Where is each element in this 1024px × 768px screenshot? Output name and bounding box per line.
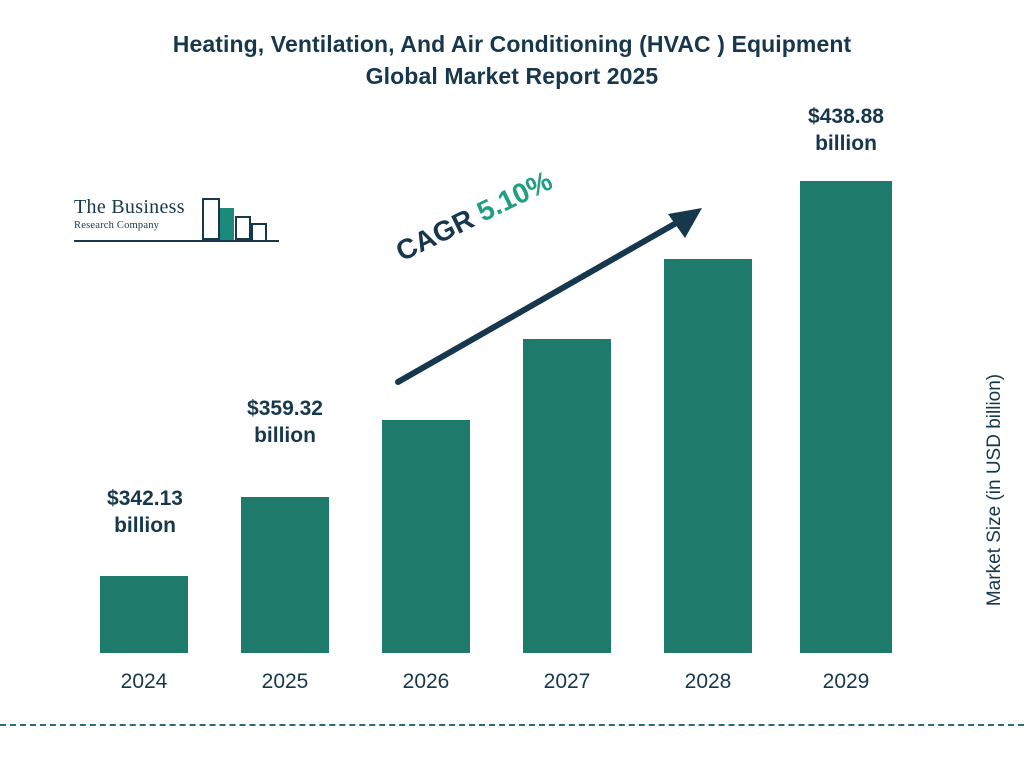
logo-subtitle: Research Company [74,220,160,231]
x-tick-2025: 2025 [261,670,309,693]
bar-value-unit-2024: billion [114,514,176,537]
x-tick-2029: 2029 [822,670,870,693]
title-line-2: Global Market Report 2025 [365,63,659,89]
x-tick-2028: 2028 [684,670,732,693]
bar-value-unit-2029: billion [815,132,877,155]
y-axis-title: Market Size (in USD billion) [984,373,1005,607]
bar-value-amount-2025: $359.32 [247,397,323,420]
x-tick-2027: 2027 [543,670,591,693]
bar-value-amount-2024: $342.13 [107,487,183,510]
cagr-label: CAGR [390,203,479,268]
bar-value-label-2024 [80,485,210,539]
title-line-1: Heating, Ventilation, And Air Conditioning (HVAC ) Equipment [172,31,852,57]
cagr-value: 5.10% [472,164,558,228]
bar-2024 [100,576,188,653]
logo-name: The Business [74,196,185,218]
bar-2029 [800,181,892,653]
bar-2025 [241,497,329,653]
bar-2026 [382,420,470,653]
bar-value-label-2029 [781,103,911,157]
bar-value-label-2025 [220,395,350,449]
bottom-divider [0,724,1024,726]
bar-value-amount-2029: $438.88 [808,105,884,128]
x-tick-2026: 2026 [402,670,450,693]
x-tick-2024: 2024 [120,670,168,693]
bar-value-unit-2025: billion [254,424,316,447]
